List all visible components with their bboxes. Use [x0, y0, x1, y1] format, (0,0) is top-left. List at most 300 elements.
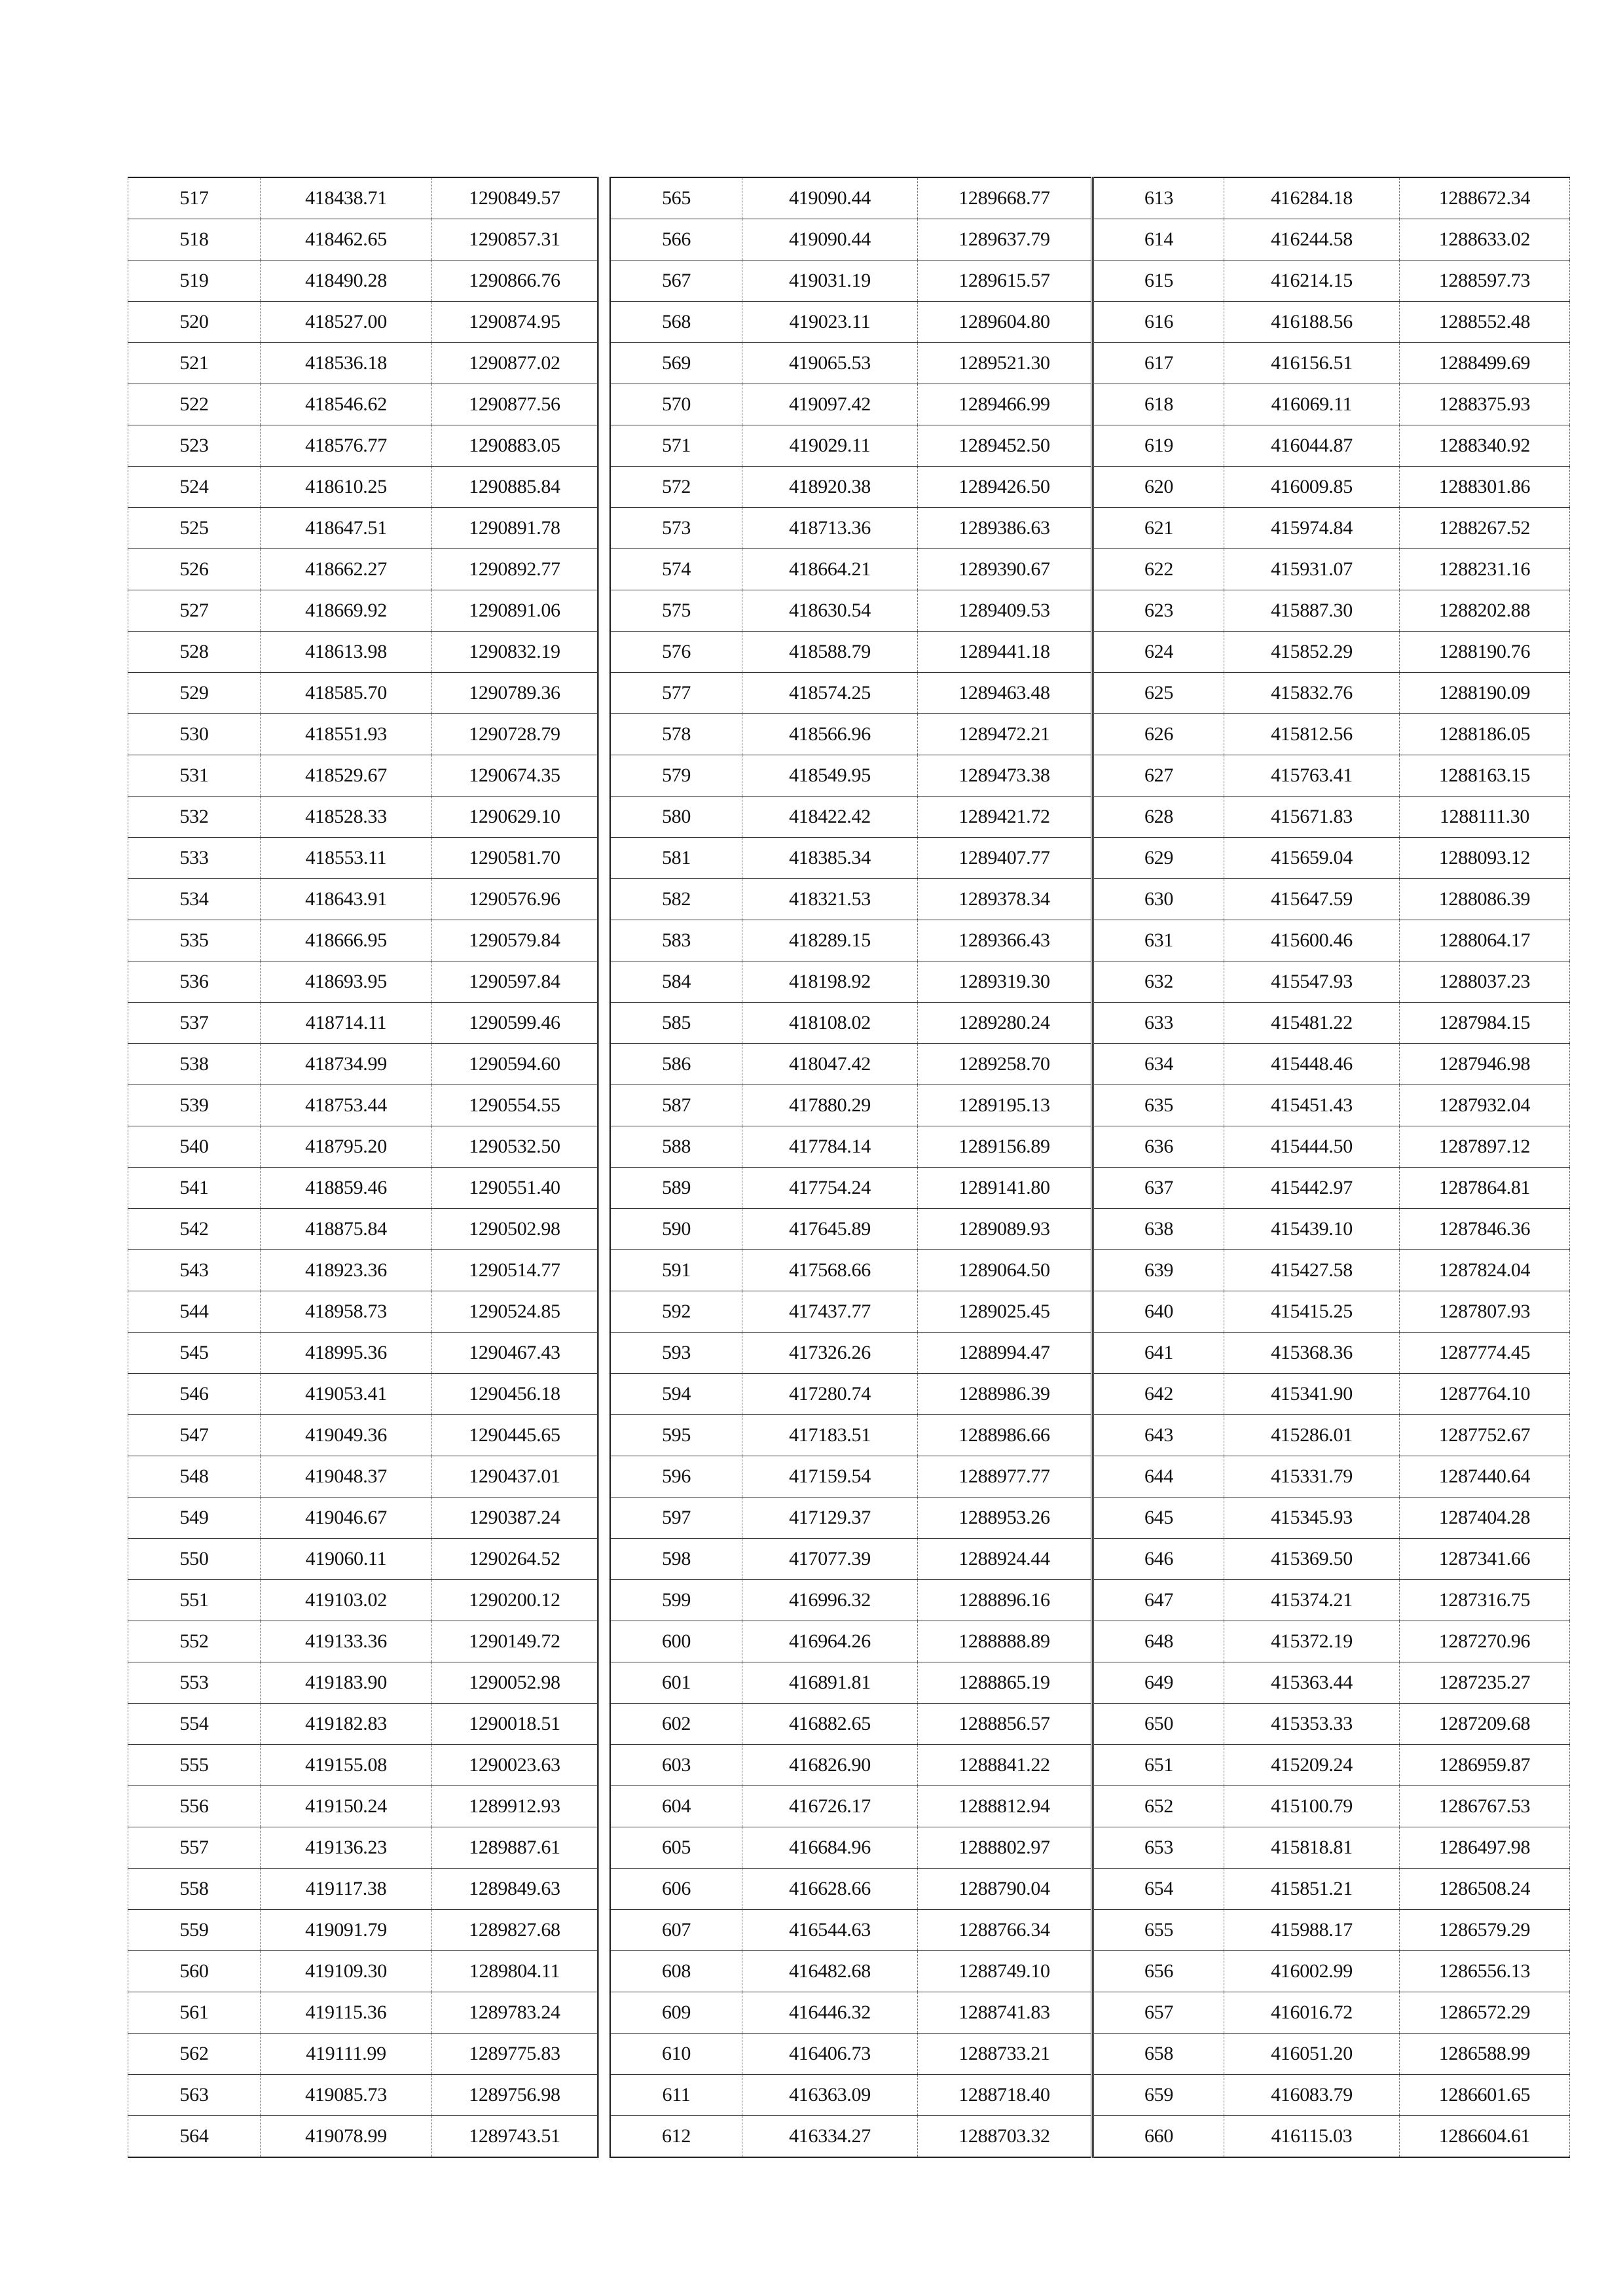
table-row [1093, 2034, 1570, 2075]
x-coordinate-cell: 419049.36 [261, 1415, 432, 1456]
table-row [128, 302, 598, 343]
y-coordinate-cell: 1288953.26 [918, 1498, 1092, 1539]
y-coordinate-cell: 1288186.05 [1400, 714, 1570, 755]
x-coordinate-cell: 418859.46 [261, 1168, 432, 1209]
point-number-cell: 659 [1093, 2075, 1224, 2116]
table-row [610, 549, 1092, 590]
x-coordinate-cell: 418662.27 [261, 549, 432, 590]
point-number-cell: 563 [128, 2075, 261, 2116]
x-coordinate-cell: 417183.51 [742, 1415, 918, 1456]
y-coordinate-cell: 1288856.57 [918, 1704, 1092, 1745]
y-coordinate-cell: 1288190.76 [1400, 632, 1570, 673]
table-row [1093, 961, 1570, 1003]
table-row [610, 1003, 1092, 1044]
table-row [128, 1992, 598, 2034]
x-coordinate-cell: 418527.00 [261, 302, 432, 343]
table-row [1093, 467, 1570, 508]
coordinate-table-block-1 [128, 177, 599, 2158]
x-coordinate-cell: 416044.87 [1224, 425, 1400, 467]
x-coordinate-cell: 418385.34 [742, 838, 918, 879]
y-coordinate-cell: 1287235.27 [1400, 1662, 1570, 1704]
y-coordinate-cell: 1287946.98 [1400, 1044, 1570, 1085]
point-number-cell: 566 [610, 219, 742, 260]
point-number-cell: 583 [610, 920, 742, 961]
point-number-cell: 519 [128, 260, 261, 302]
table-row [1093, 302, 1570, 343]
x-coordinate-cell: 416363.09 [742, 2075, 918, 2116]
y-coordinate-cell: 1289783.24 [432, 1992, 598, 2034]
point-number-cell: 552 [128, 1621, 261, 1662]
point-number-cell: 642 [1093, 1374, 1224, 1415]
y-coordinate-cell: 1288733.21 [918, 2034, 1092, 2075]
table-row [610, 1827, 1092, 1869]
x-coordinate-cell: 419111.99 [261, 2034, 432, 2075]
point-number-cell: 561 [128, 1992, 261, 2034]
coordinate-table-block-3 [1092, 177, 1570, 2158]
point-number-cell: 580 [610, 797, 742, 838]
x-coordinate-cell: 418553.11 [261, 838, 432, 879]
table-row [1093, 1910, 1570, 1951]
table-row [1093, 673, 1570, 714]
point-number-cell: 589 [610, 1168, 742, 1209]
table-row [128, 1869, 598, 1910]
table-row [128, 508, 598, 549]
y-coordinate-cell: 1288672.34 [1400, 177, 1570, 219]
y-coordinate-cell: 1290885.84 [432, 467, 598, 508]
y-coordinate-cell: 1287897.12 [1400, 1126, 1570, 1168]
y-coordinate-cell: 1290445.65 [432, 1415, 598, 1456]
table-row [610, 1498, 1092, 1539]
y-coordinate-cell: 1290874.95 [432, 302, 598, 343]
x-coordinate-cell: 418753.44 [261, 1085, 432, 1126]
x-coordinate-cell: 416684.96 [742, 1827, 918, 1869]
x-coordinate-cell: 417784.14 [742, 1126, 918, 1168]
x-coordinate-cell: 415974.84 [1224, 508, 1400, 549]
y-coordinate-cell: 1290891.06 [432, 590, 598, 632]
point-number-cell: 584 [610, 961, 742, 1003]
y-coordinate-cell: 1287824.04 [1400, 1250, 1570, 1291]
table-row [610, 302, 1092, 343]
y-coordinate-cell: 1290597.84 [432, 961, 598, 1003]
point-number-cell: 616 [1093, 302, 1224, 343]
x-coordinate-cell: 416628.66 [742, 1869, 918, 1910]
x-coordinate-cell: 416051.20 [1224, 2034, 1400, 2075]
y-coordinate-cell: 1289421.72 [918, 797, 1092, 838]
table-row [1093, 1126, 1570, 1168]
x-coordinate-cell: 416882.65 [742, 1704, 918, 1745]
x-coordinate-cell: 416156.51 [1224, 343, 1400, 384]
point-number-cell: 626 [1093, 714, 1224, 755]
y-coordinate-cell: 1290891.78 [432, 508, 598, 549]
table-row [610, 467, 1092, 508]
point-number-cell: 555 [128, 1745, 261, 1786]
table-row [1093, 1085, 1570, 1126]
point-number-cell: 640 [1093, 1291, 1224, 1333]
y-coordinate-cell: 1287752.67 [1400, 1415, 1570, 1456]
x-coordinate-cell: 418613.98 [261, 632, 432, 673]
point-number-cell: 558 [128, 1869, 261, 1910]
y-coordinate-cell: 1290554.55 [432, 1085, 598, 1126]
table-row [1093, 1621, 1570, 1662]
y-coordinate-cell: 1290023.63 [432, 1745, 598, 1786]
table-row [1093, 714, 1570, 755]
point-number-cell: 618 [1093, 384, 1224, 425]
x-coordinate-cell: 419136.23 [261, 1827, 432, 1869]
point-number-cell: 541 [128, 1168, 261, 1209]
x-coordinate-cell: 418958.73 [261, 1291, 432, 1333]
point-number-cell: 606 [610, 1869, 742, 1910]
x-coordinate-cell: 418995.36 [261, 1333, 432, 1374]
point-number-cell: 567 [610, 260, 742, 302]
x-coordinate-cell: 415448.46 [1224, 1044, 1400, 1085]
point-number-cell: 535 [128, 920, 261, 961]
table-row [128, 1745, 598, 1786]
x-coordinate-cell: 418666.95 [261, 920, 432, 961]
point-number-cell: 528 [128, 632, 261, 673]
x-coordinate-cell: 416891.81 [742, 1662, 918, 1704]
x-coordinate-cell: 417880.29 [742, 1085, 918, 1126]
table-row [1093, 838, 1570, 879]
x-coordinate-cell: 415671.83 [1224, 797, 1400, 838]
y-coordinate-cell: 1286604.61 [1400, 2116, 1570, 2158]
table-row [128, 2116, 598, 2158]
table-row [1093, 2116, 1570, 2158]
table-row [128, 177, 598, 219]
x-coordinate-cell: 418734.99 [261, 1044, 432, 1085]
y-coordinate-cell: 1288597.73 [1400, 260, 1570, 302]
y-coordinate-cell: 1287864.81 [1400, 1168, 1570, 1209]
point-number-cell: 578 [610, 714, 742, 755]
point-number-cell: 651 [1093, 1745, 1224, 1786]
y-coordinate-cell: 1288375.93 [1400, 384, 1570, 425]
y-coordinate-cell: 1288703.32 [918, 2116, 1092, 2158]
y-coordinate-cell: 1288749.10 [918, 1951, 1092, 1992]
table-row [1093, 177, 1570, 219]
x-coordinate-cell: 417280.74 [742, 1374, 918, 1415]
point-number-cell: 619 [1093, 425, 1224, 467]
table-row [128, 1126, 598, 1168]
y-coordinate-cell: 1289280.24 [918, 1003, 1092, 1044]
table-row [610, 1374, 1092, 1415]
table-row [610, 1539, 1092, 1580]
point-number-cell: 605 [610, 1827, 742, 1869]
y-coordinate-cell: 1290018.51 [432, 1704, 598, 1745]
y-coordinate-cell: 1290149.72 [432, 1621, 598, 1662]
point-number-cell: 586 [610, 1044, 742, 1085]
y-coordinate-cell: 1289775.83 [432, 2034, 598, 2075]
table-row [610, 1126, 1092, 1168]
table-row [1093, 1250, 1570, 1291]
point-number-cell: 607 [610, 1910, 742, 1951]
table-row [128, 1209, 598, 1250]
point-number-cell: 532 [128, 797, 261, 838]
table-row [1093, 1580, 1570, 1621]
point-number-cell: 568 [610, 302, 742, 343]
x-coordinate-cell: 416544.63 [742, 1910, 918, 1951]
x-coordinate-cell: 418610.25 [261, 467, 432, 508]
x-coordinate-cell: 418795.20 [261, 1126, 432, 1168]
point-number-cell: 598 [610, 1539, 742, 1580]
point-number-cell: 551 [128, 1580, 261, 1621]
x-coordinate-cell: 419078.99 [261, 2116, 432, 2158]
table-row [1093, 219, 1570, 260]
x-coordinate-cell: 419048.37 [261, 1456, 432, 1498]
y-coordinate-cell: 1289521.30 [918, 343, 1092, 384]
x-coordinate-cell: 415547.93 [1224, 961, 1400, 1003]
table-row [128, 1827, 598, 1869]
table-row [128, 384, 598, 425]
table-row [1093, 1333, 1570, 1374]
point-number-cell: 658 [1093, 2034, 1224, 2075]
point-number-cell: 564 [128, 2116, 261, 2158]
x-coordinate-cell: 415427.58 [1224, 1250, 1400, 1291]
table-row [610, 1869, 1092, 1910]
point-number-cell: 647 [1093, 1580, 1224, 1621]
table-row [1093, 1498, 1570, 1539]
point-number-cell: 634 [1093, 1044, 1224, 1085]
table-row [128, 1456, 598, 1498]
table-row [1093, 508, 1570, 549]
x-coordinate-cell: 418438.71 [261, 177, 432, 219]
y-coordinate-cell: 1290789.36 [432, 673, 598, 714]
point-number-cell: 591 [610, 1250, 742, 1291]
table-row [1093, 1662, 1570, 1704]
x-coordinate-cell: 416284.18 [1224, 177, 1400, 219]
table-row [610, 1085, 1092, 1126]
x-coordinate-cell: 415368.36 [1224, 1333, 1400, 1374]
y-coordinate-cell: 1290877.56 [432, 384, 598, 425]
y-coordinate-cell: 1288812.94 [918, 1786, 1092, 1827]
x-coordinate-cell: 416996.32 [742, 1580, 918, 1621]
y-coordinate-cell: 1286588.99 [1400, 2034, 1570, 2075]
point-number-cell: 527 [128, 590, 261, 632]
x-coordinate-cell: 419183.90 [261, 1662, 432, 1704]
table-row [128, 590, 598, 632]
table-row [128, 1333, 598, 1374]
point-number-cell: 536 [128, 961, 261, 1003]
y-coordinate-cell: 1288865.19 [918, 1662, 1092, 1704]
y-coordinate-cell: 1289156.89 [918, 1126, 1092, 1168]
point-number-cell: 581 [610, 838, 742, 879]
point-number-cell: 576 [610, 632, 742, 673]
point-number-cell: 530 [128, 714, 261, 755]
table-row [128, 1704, 598, 1745]
x-coordinate-cell: 415988.17 [1224, 1910, 1400, 1951]
table-row [610, 1250, 1092, 1291]
x-coordinate-cell: 417754.24 [742, 1168, 918, 1209]
table-row [128, 1374, 598, 1415]
y-coordinate-cell: 1288718.40 [918, 2075, 1092, 2116]
x-coordinate-cell: 419053.41 [261, 1374, 432, 1415]
x-coordinate-cell: 416115.03 [1224, 2116, 1400, 2158]
point-number-cell: 596 [610, 1456, 742, 1498]
y-coordinate-cell: 1287270.96 [1400, 1621, 1570, 1662]
table-row [610, 673, 1092, 714]
y-coordinate-cell: 1290629.10 [432, 797, 598, 838]
table-row [128, 1951, 598, 1992]
point-number-cell: 621 [1093, 508, 1224, 549]
x-coordinate-cell: 418198.92 [742, 961, 918, 1003]
point-number-cell: 643 [1093, 1415, 1224, 1456]
point-number-cell: 641 [1093, 1333, 1224, 1374]
table-row [610, 838, 1092, 879]
table-row [610, 1580, 1092, 1621]
y-coordinate-cell: 1289743.51 [432, 2116, 598, 2158]
point-number-cell: 630 [1093, 879, 1224, 920]
x-coordinate-cell: 419155.08 [261, 1745, 432, 1786]
table-row [610, 1168, 1092, 1209]
y-coordinate-cell: 1288633.02 [1400, 219, 1570, 260]
point-number-cell: 629 [1093, 838, 1224, 879]
table-row [1093, 1539, 1570, 1580]
x-coordinate-cell: 415763.41 [1224, 755, 1400, 797]
x-coordinate-cell: 418529.67 [261, 755, 432, 797]
table-row [1093, 797, 1570, 838]
point-number-cell: 579 [610, 755, 742, 797]
table-row [1093, 1415, 1570, 1456]
x-coordinate-cell: 416188.56 [1224, 302, 1400, 343]
table-row [128, 1291, 598, 1333]
table-row [128, 797, 598, 838]
x-coordinate-cell: 415851.21 [1224, 1869, 1400, 1910]
table-row [128, 961, 598, 1003]
y-coordinate-cell: 1286508.24 [1400, 1869, 1570, 1910]
point-number-cell: 595 [610, 1415, 742, 1456]
x-coordinate-cell: 418669.92 [261, 590, 432, 632]
table-row [128, 920, 598, 961]
table-row [610, 1209, 1092, 1250]
y-coordinate-cell: 1288888.89 [918, 1621, 1092, 1662]
y-coordinate-cell: 1289025.45 [918, 1291, 1092, 1333]
x-coordinate-cell: 418574.25 [742, 673, 918, 714]
x-coordinate-cell: 417437.77 [742, 1291, 918, 1333]
x-coordinate-cell: 417129.37 [742, 1498, 918, 1539]
y-coordinate-cell: 1288064.17 [1400, 920, 1570, 961]
table-row [1093, 1003, 1570, 1044]
table-row [1093, 1827, 1570, 1869]
x-coordinate-cell: 418490.28 [261, 260, 432, 302]
y-coordinate-cell: 1288994.47 [918, 1333, 1092, 1374]
table-row [610, 1044, 1092, 1085]
x-coordinate-cell: 416214.15 [1224, 260, 1400, 302]
x-coordinate-cell: 418647.51 [261, 508, 432, 549]
x-coordinate-cell: 417645.89 [742, 1209, 918, 1250]
table-row [1093, 1786, 1570, 1827]
y-coordinate-cell: 1288190.09 [1400, 673, 1570, 714]
x-coordinate-cell: 415209.24 [1224, 1745, 1400, 1786]
point-number-cell: 639 [1093, 1250, 1224, 1291]
y-coordinate-cell: 1290200.12 [432, 1580, 598, 1621]
x-coordinate-cell: 418462.65 [261, 219, 432, 260]
x-coordinate-cell: 415345.93 [1224, 1498, 1400, 1539]
y-coordinate-cell: 1289463.48 [918, 673, 1092, 714]
x-coordinate-cell: 418422.42 [742, 797, 918, 838]
y-coordinate-cell: 1288766.34 [918, 1910, 1092, 1951]
table-row [610, 797, 1092, 838]
point-number-cell: 627 [1093, 755, 1224, 797]
table-row [128, 260, 598, 302]
x-coordinate-cell: 419085.73 [261, 2075, 432, 2116]
x-coordinate-cell: 419133.36 [261, 1621, 432, 1662]
table-row [610, 1704, 1092, 1745]
point-number-cell: 542 [128, 1209, 261, 1250]
x-coordinate-cell: 418551.93 [261, 714, 432, 755]
y-coordinate-cell: 1289473.38 [918, 755, 1092, 797]
point-number-cell: 646 [1093, 1539, 1224, 1580]
y-coordinate-cell: 1290728.79 [432, 714, 598, 755]
table-row [128, 343, 598, 384]
point-number-cell: 601 [610, 1662, 742, 1704]
table-row [610, 1621, 1092, 1662]
point-number-cell: 614 [1093, 219, 1224, 260]
table-row [610, 590, 1092, 632]
y-coordinate-cell: 1289452.50 [918, 425, 1092, 467]
point-number-cell: 653 [1093, 1827, 1224, 1869]
table-row [610, 755, 1092, 797]
point-number-cell: 612 [610, 2116, 742, 2158]
point-number-cell: 638 [1093, 1209, 1224, 1250]
point-number-cell: 625 [1093, 673, 1224, 714]
y-coordinate-cell: 1288086.39 [1400, 879, 1570, 920]
x-coordinate-cell: 416726.17 [742, 1786, 918, 1827]
point-number-cell: 590 [610, 1209, 742, 1250]
x-coordinate-cell: 415818.81 [1224, 1827, 1400, 1869]
table-row [610, 425, 1092, 467]
y-coordinate-cell: 1288986.66 [918, 1415, 1092, 1456]
table-row [1093, 1291, 1570, 1333]
x-coordinate-cell: 415369.50 [1224, 1539, 1400, 1580]
x-coordinate-cell: 415363.44 [1224, 1662, 1400, 1704]
table-row [610, 1662, 1092, 1704]
table-row [610, 2034, 1092, 2075]
point-number-cell: 604 [610, 1786, 742, 1827]
table-row [610, 1456, 1092, 1498]
x-coordinate-cell: 418585.70 [261, 673, 432, 714]
point-number-cell: 557 [128, 1827, 261, 1869]
y-coordinate-cell: 1290052.98 [432, 1662, 598, 1704]
y-coordinate-cell: 1288499.69 [1400, 343, 1570, 384]
table-row [610, 2116, 1092, 2158]
y-coordinate-cell: 1289366.43 [918, 920, 1092, 961]
y-coordinate-cell: 1288802.97 [918, 1827, 1092, 1869]
y-coordinate-cell: 1288231.16 [1400, 549, 1570, 590]
y-coordinate-cell: 1288163.15 [1400, 755, 1570, 797]
point-number-cell: 645 [1093, 1498, 1224, 1539]
x-coordinate-cell: 419091.79 [261, 1910, 432, 1951]
x-coordinate-cell: 415442.97 [1224, 1168, 1400, 1209]
x-coordinate-cell: 415341.90 [1224, 1374, 1400, 1415]
x-coordinate-cell: 419065.53 [742, 343, 918, 384]
x-coordinate-cell: 419150.24 [261, 1786, 432, 1827]
y-coordinate-cell: 1290456.18 [432, 1374, 598, 1415]
point-number-cell: 547 [128, 1415, 261, 1456]
x-coordinate-cell: 416069.11 [1224, 384, 1400, 425]
y-coordinate-cell: 1289668.77 [918, 177, 1092, 219]
point-number-cell: 560 [128, 1951, 261, 1992]
x-coordinate-cell: 419117.38 [261, 1869, 432, 1910]
point-number-cell: 654 [1093, 1869, 1224, 1910]
x-coordinate-cell: 419029.11 [742, 425, 918, 467]
point-number-cell: 624 [1093, 632, 1224, 673]
x-coordinate-cell: 415331.79 [1224, 1456, 1400, 1498]
table-row [1093, 1951, 1570, 1992]
y-coordinate-cell: 1289386.63 [918, 508, 1092, 549]
table-row [1093, 1209, 1570, 1250]
x-coordinate-cell: 419060.11 [261, 1539, 432, 1580]
x-coordinate-cell: 419023.11 [742, 302, 918, 343]
x-coordinate-cell: 416482.68 [742, 1951, 918, 1992]
y-coordinate-cell: 1286767.53 [1400, 1786, 1570, 1827]
